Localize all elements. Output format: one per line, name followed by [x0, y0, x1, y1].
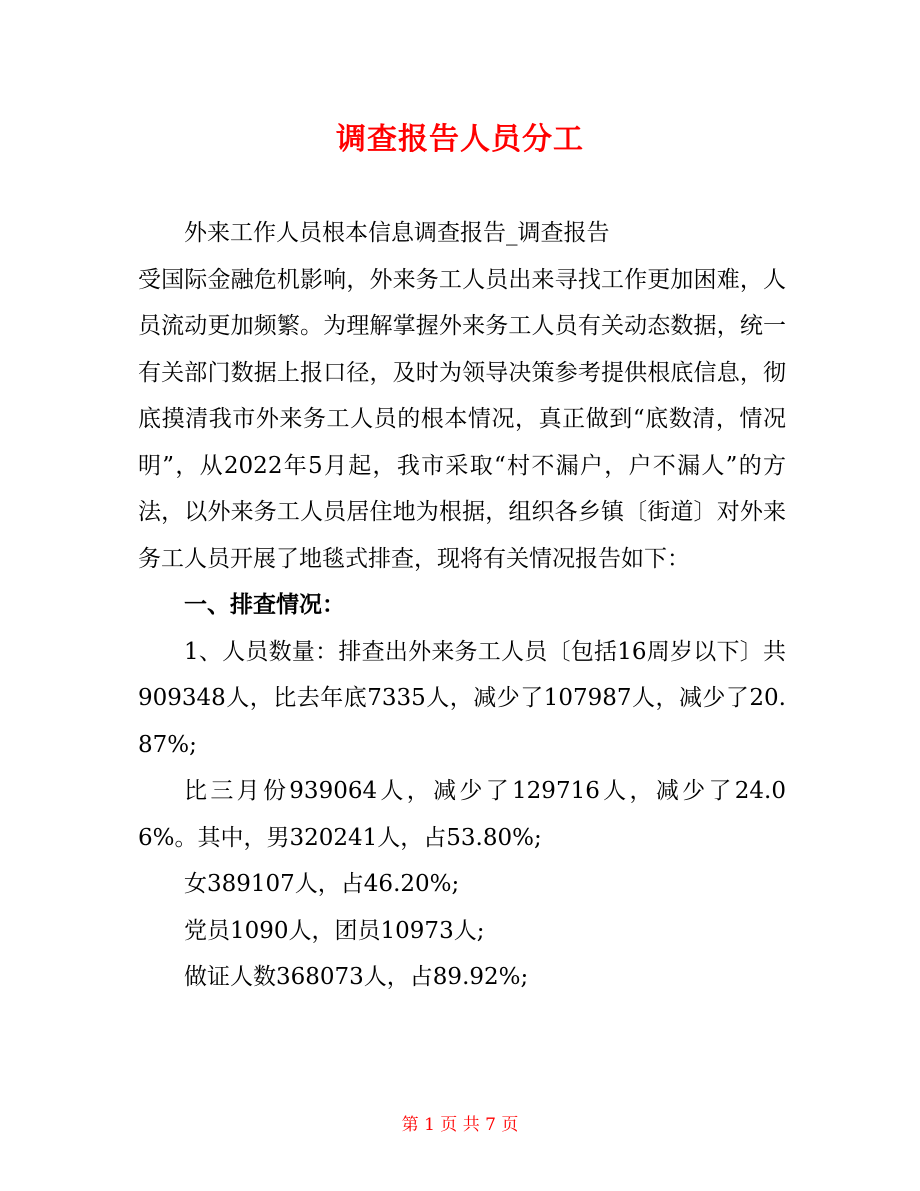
paragraph-subtitle: 外来工作人员根本信息调查报告_调查报告: [184, 220, 610, 246]
document-body: [138, 210, 786, 1001]
paragraph-headcount: 1、人员数量：排查出外来务工人员〔包括16周岁以下〕共909348人，比去年底7335人，减少了107987人，减少了20.87%;: [138, 638, 786, 758]
paragraph-female: 女389107人，占46.20%;: [184, 871, 460, 897]
paragraph-party-members: 党员1090人，团员10973人;: [184, 917, 485, 944]
section-heading: 一、排查情况：: [184, 592, 345, 618]
paragraph-march-compare: 比三月份939064人，减少了129716人，减少了24.06%。其中，男320241人，占53.80%;: [138, 778, 786, 851]
page-footer: 第 1 页 共 7 页: [401, 1115, 519, 1135]
document-title: 调查报告人员分工: [336, 122, 584, 157]
paragraph-intro: 受国际金融危机影响，外来务工人员出来寻找工作更加困难，人员流动更加频繁。为理解掌握外来务工人员有关动态数据，统一有关部门数据上报口径，及时为领导决策参考提供根底信息，彻底摸清我市外来务工人员的根本情况，真正做到“底数清，情况明”，从2022年5月起，我市采取“村不漏户，户不漏人”的方法，以外来务工人员居住地为根据，组织各乡镇〔街道〕对外来务工人员开展了地毯式排查，现将有关情况报告如下：: [138, 266, 786, 572]
paragraph-certified: 做证人数368073人，占89.92%;: [184, 964, 529, 990]
